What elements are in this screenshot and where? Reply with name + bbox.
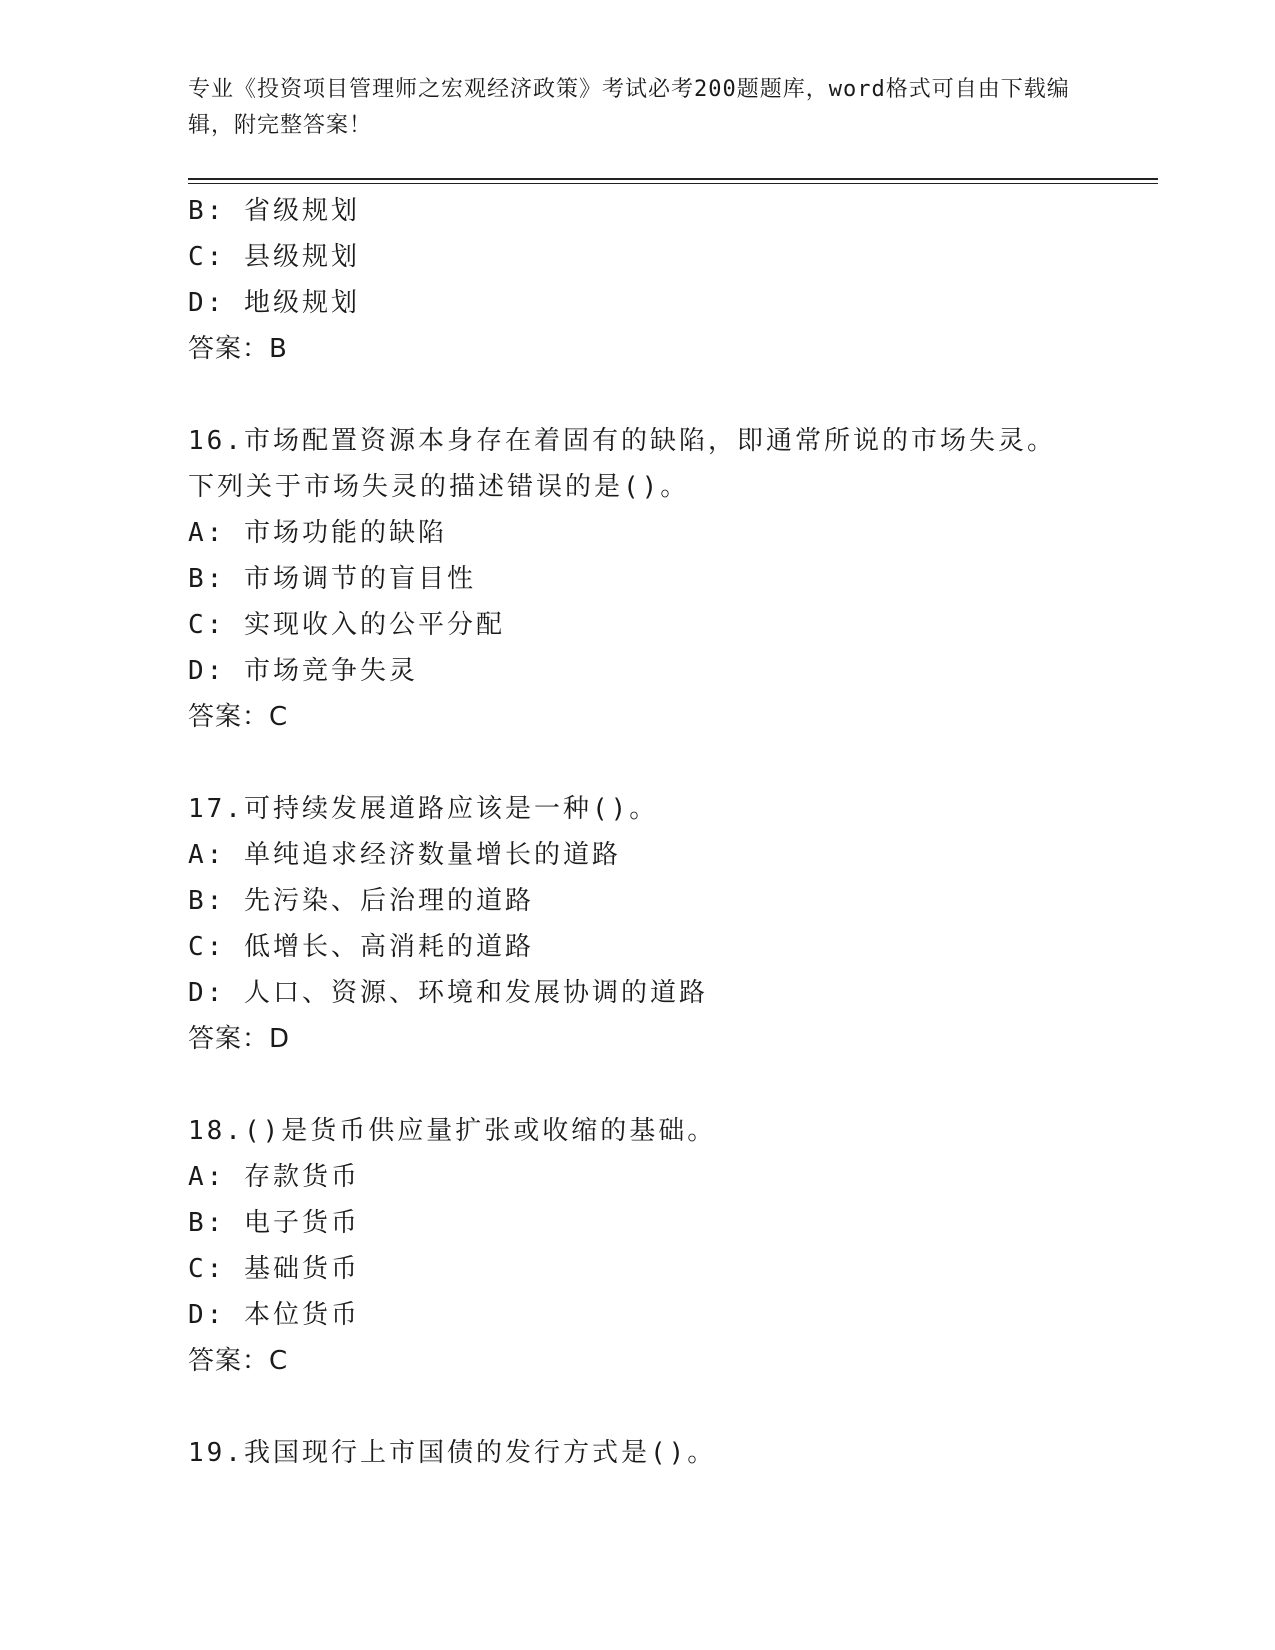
option-c: C: 实现收入的公平分配 — [188, 610, 505, 640]
header-divider-thin — [188, 183, 1158, 184]
question-stem: 16.市场配置资源本身存在着固有的缺陷，即通常所说的市场失灵。下列关于市场失灵的描述错误的是()。 — [188, 426, 1056, 502]
header-divider-thick — [188, 178, 1158, 180]
spacer — [188, 740, 1088, 786]
question-15 — [188, 188, 1088, 372]
question-17 — [188, 786, 1088, 1062]
answer: 答案：B — [188, 334, 288, 364]
answer: 答案：C — [188, 702, 289, 732]
option-b: B: 市场调节的盲目性 — [188, 564, 476, 594]
question-stem: 18.()是货币供应量扩张或收缩的基础。 — [188, 1116, 717, 1146]
question-16 — [188, 418, 1088, 740]
option-c: C: 低增长、高消耗的道路 — [188, 932, 534, 962]
option-c: C: 基础货币 — [188, 1254, 360, 1284]
option-d: D: 地级规划 — [188, 288, 360, 318]
answer: 答案：D — [188, 1024, 291, 1054]
option-c: C: 县级规划 — [188, 242, 360, 272]
spacer — [188, 1062, 1088, 1108]
question-18 — [188, 1108, 1088, 1384]
option-a: A: 市场功能的缺陷 — [188, 518, 447, 548]
option-d: D: 人口、资源、环境和发展协调的道路 — [188, 978, 708, 1008]
question-list — [188, 188, 1088, 1476]
spacer — [188, 372, 1088, 418]
answer: 答案：C — [188, 1346, 289, 1376]
option-a: A: 单纯追求经济数量增长的道路 — [188, 840, 621, 870]
document-header: 专业《投资项目管理师之宏观经济政策》考试必考200题题库，word格式可自由下载编辑，附完整答案！ — [188, 77, 1070, 138]
option-b: B: 电子货币 — [188, 1208, 360, 1238]
option-a: A: 存款货币 — [188, 1162, 360, 1192]
option-b: B: 先污染、后治理的道路 — [188, 886, 534, 916]
spacer — [188, 1384, 1088, 1430]
option-d: D: 市场竞争失灵 — [188, 656, 418, 686]
option-b: B: 省级规划 — [188, 196, 360, 226]
question-stem: 19.我国现行上市国债的发行方式是()。 — [188, 1438, 717, 1468]
question-stem: 17.可持续发展道路应该是一种()。 — [188, 794, 659, 824]
question-19 — [188, 1430, 1088, 1476]
option-d: D: 本位货币 — [188, 1300, 360, 1330]
